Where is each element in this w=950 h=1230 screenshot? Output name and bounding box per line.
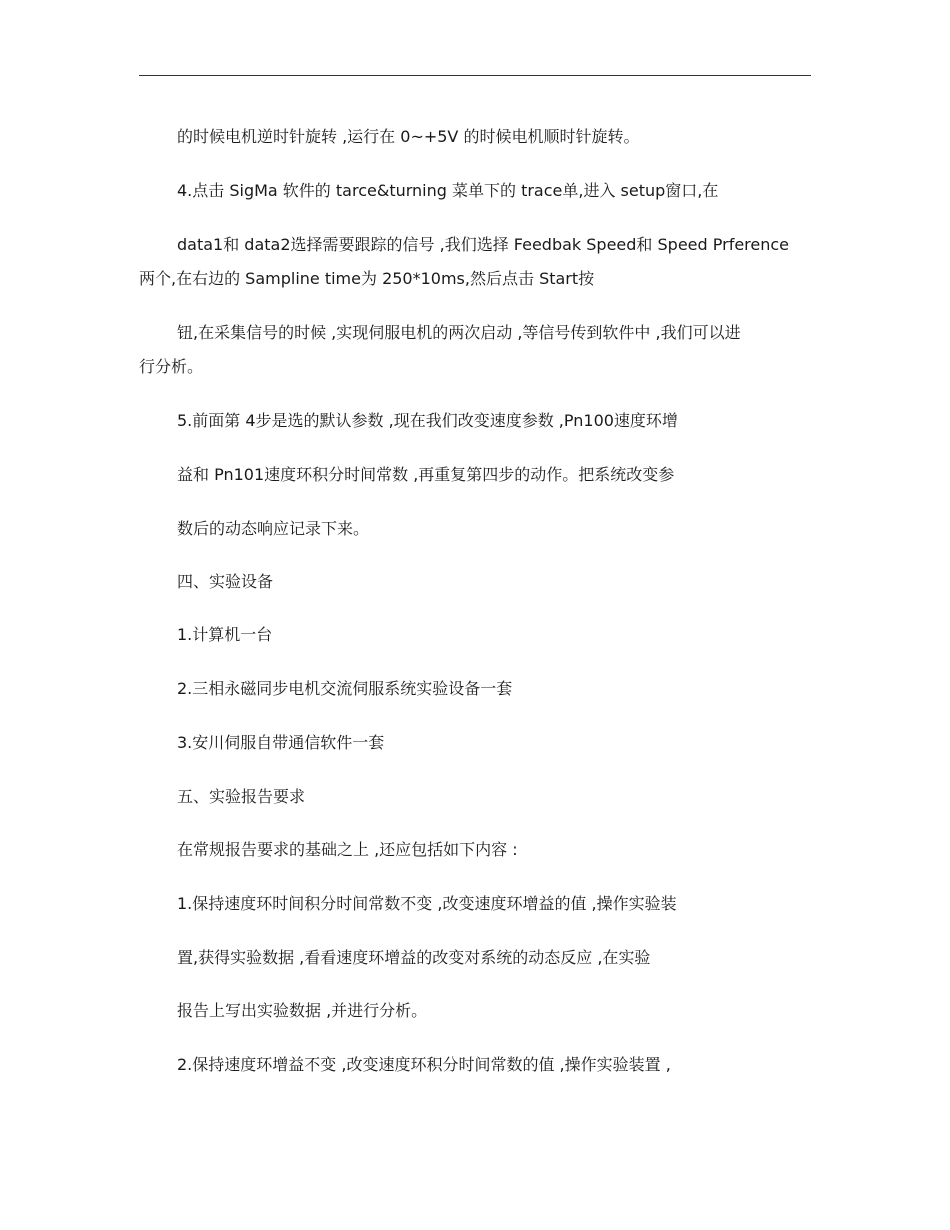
list-item: 3.安川伺服自带通信软件一套: [177, 733, 385, 752]
text-line: 置,获得实验数据 ,看看速度环增益的改变对系统的动态反应 ,在实验: [177, 948, 651, 967]
text-line: 益和 Pn101速度环积分时间常数 ,再重复第四步的动作。把系统改变参: [177, 465, 675, 484]
text-line: 行分析。: [139, 357, 204, 376]
text-line: 报告上写出实验数据 ,并进行分析。: [177, 1001, 428, 1020]
text-line: data1和 data2选择需要跟踪的信号 ,我们选择 Feedbak Speed和 Speed Prference: [177, 235, 790, 254]
text-line: 数后的动态响应记录下来。: [177, 519, 370, 538]
list-item: 2.三相永磁同步电机交流伺服系统实验设备一套: [177, 679, 513, 698]
list-item: 1.计算机一台: [177, 625, 273, 644]
text-line: 5.前面第 4步是选的默认参数 ,现在我们改变速度参数 ,Pn100速度环增: [177, 411, 678, 430]
section-heading: 五、实验报告要求: [177, 787, 306, 806]
text-line: 两个,在右边的 Sampline time为 250*10ms,然后点击 Start按: [139, 269, 595, 288]
list-item: 2.保持速度环增益不变 ,改变速度环积分时间常数的值 ,操作实验装置 ,: [177, 1055, 671, 1074]
header-rule: [139, 75, 811, 76]
text-line: 钮,在采集信号的时候 ,实现伺服电机的两次启动 ,等信号传到软件中 ,我们可以进: [177, 323, 741, 342]
text-line: 的时候电机逆时针旋转 ,运行在 0~+5V 的时候电机顺时针旋转。: [177, 127, 640, 146]
text-line: 在常规报告要求的基础之上 ,还应包括如下内容 :: [177, 840, 518, 859]
list-item: 1.保持速度环时间积分时间常数不变 ,改变速度环增益的值 ,操作实验装: [177, 894, 677, 913]
text-line: 4.点击 SigMa 软件的 tarce&turning 菜单下的 trace单,进入 setup窗口,在: [177, 181, 719, 200]
section-heading: 四、实验设备: [177, 572, 274, 591]
